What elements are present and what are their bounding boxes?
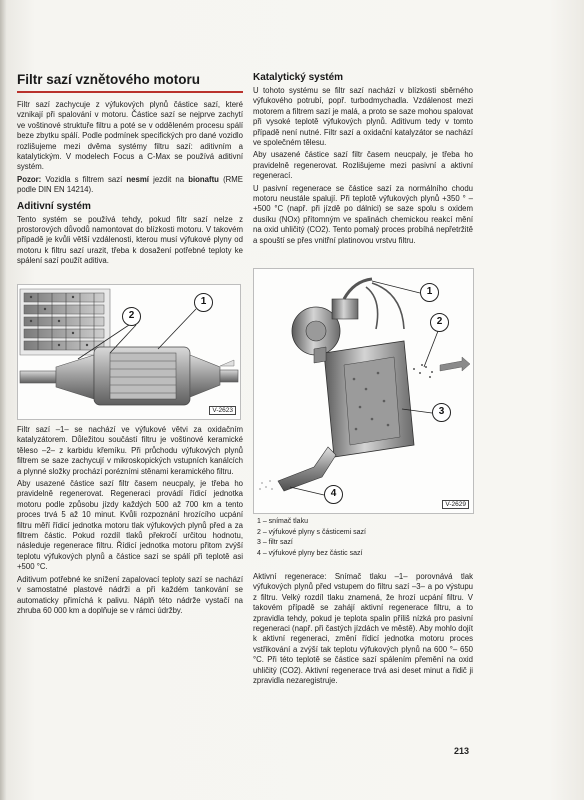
caution-label: Pozor: [17, 174, 42, 184]
additive-paragraph: Aditivum potřebné ke snížení zapalovací teploty sazí se nachází v samostatné plastové nádrži a při každém tankování se automaticky přimíchá k palivu. Náplň této nádrže vystačí na zhruba 60 000 km a doplňuje se v rámci údržby. [17, 574, 243, 615]
caution-text-a: Vozidla s filtrem sazí [41, 174, 127, 184]
clean-gas-dots [259, 480, 273, 490]
legend-item: 4 – výfukové plyny bez částic sazí [257, 549, 363, 557]
callout-4: 4 [324, 485, 343, 504]
filter-description-paragraph: Filtr sazí –1– se nachází ve výfukové větvi za oxidačním katalyzátorem. Důležitou součástí filtru je voštinové keramické těleso –2– z karbidu křemíku. Při průchodu výfukových plynů filtrem se saze zachycují v mikroskopických vstupních kanálcích a plynné složky prochází porézními stěnami keramického filtru. [17, 425, 243, 476]
intro-paragraph: Filtr sazí zachycuje z výfukových plynů částice sazí, které vznikají při spalování v motoru. Částice sazí se nejprve zachytí ve voštinové struktuře filtru a poté se v odděleném procesu spálí beze zbytku spálí. Podle podmínek specifických pro dané vozidlo rozlišujeme mezi dvěma systémy filtru sazí: aditivním a katalytickým. V modelech Focus a C-Max se používá aditivní systém. [17, 100, 243, 172]
figure-code: V-2623 [209, 406, 236, 415]
page-number: 213 [454, 746, 470, 756]
caution-text-b: jezdit na [148, 174, 189, 184]
legend-item: 3 – filtr sazí [257, 539, 293, 546]
gas-arrow-with-soot [413, 357, 470, 378]
page-binding-edge [0, 0, 7, 800]
active-regeneration-paragraph: Aktivní regenerace: Snímač tlaku –1– porovnává tlak výfukových plynů před vstupem do filtru sazí –3– a po výstupu z filtru. Velký rozdíl tlaku znamená, že hrozí ucpání filtru. V takovém případě se zahájí aktivní regenerace filtru, a to zpravidla tehdy, pokud je teplota spalin příliš nízká pro pasivní regeneraci (např. při častých jízdách ve městě). Aby mohlo dojít k aktivní regeneraci, změní řídicí jednotka motoru proces vstřikování a zvýší tak teplotu výfukových plynů na 600 °– 650 °C. Při této teplotě se částice sazí spálením přemění na oxid uhličitý (CO2). Aktivní regenerace trvá asi deset minut a řidič ji zpravidla nezaregistruje. [253, 572, 473, 686]
callout-3: 3 [432, 403, 451, 422]
callout-1: 1 [194, 293, 213, 312]
section-title: Filtr sazí vznětového motoru [17, 72, 243, 93]
caution-paragraph [17, 175, 243, 196]
caution-nesmi: nesmí [126, 174, 149, 184]
filter-canister [314, 341, 414, 457]
right-column-lower [253, 572, 473, 688]
katalyticky-heading: Katalytický systém [253, 72, 344, 83]
turbocharger [292, 279, 372, 355]
figure-aditivni-filter [17, 284, 241, 420]
right-column [253, 72, 473, 248]
regeneration-paragraph: Aby usazené částice sazí filtr časem neucpaly, je třeba ho pravidelně regenerovat. Regeneraci provádí řídicí jednotka motoru podle způsobu jízdy každých 500 až 700 km a tento proces trvá 5 až 10 minut. Kvůli rozpoznání hrozícího ucpání filtru měří řídicí jednotka motoru tlak výfukových plynů před a za filtrem částic. Pokud rozdíl tlaků překročí určitou hodnotu, následuje regenerace filtru. Řídicí jednotka motoru přitom zvýší teplotu výfukových plynů a částice sazí se spálí při teplotě asi +500 °C. [17, 479, 243, 572]
katalyticky-paragraph-3: U pasivní regenerace se částice sazí za normálního chodu motoru neustále spalují. Při teplotě výfukových plynů +350 ° – +500 °C (např. při jízdě po dálnici) se saze spolu s oxidem dusíku (NOx) přítomným ve spalinách chemickou reakcí mění na oxid uhličitý (CO2). Tento pomalý proces probíhá nepřetržitě a spouští se přes vnitřní platinovou vrstvu filtru. [253, 183, 473, 245]
filter-body [20, 347, 238, 405]
callout-2: 2 [430, 313, 449, 332]
aditivni-paragraph: Tento systém se používá tehdy, pokud filtr sazí nelze z prostorových důvodů namontovat do blízkosti motoru. V takovém případě je kvůli větší vzdálenosti, kterou musí výfukové plyny od motoru k filtru sazí urazit, třeba k dosažení potřebné teploty ke spálení sazí použít aditiva. [17, 214, 243, 266]
sensor-hoses [366, 283, 404, 329]
figure-legend [257, 517, 467, 559]
left-column [17, 72, 243, 269]
callout-1: 1 [420, 283, 439, 302]
left-column-lower [17, 425, 243, 618]
katalyticky-paragraph-1: U tohoto systému se filtr sazí nachází v blízkosti sběrného výfukového potrubí, popř. turbodmychadla. Vzdálenost mezi motorem a filtrem sazí je malá, a proto se saze mohou spalovat při vysoké teplotě výfukových plynů. Aditivum tedy v tomto případě není nutné. Filtr sazí a oxidační katalyzátor se nachází ve společném tělesu. [253, 86, 473, 148]
figure-code: V-2629 [442, 500, 469, 509]
katalyticky-paragraph-2: Aby usazené částice sazí filtr časem neucpaly, je třeba ho pravidelně regenerovat. Rozlišujeme mezi pasivní a aktivní regenerací. [253, 150, 473, 181]
legend-item: 1 – snímač tlaku [257, 518, 308, 525]
catalytic-filter-illustration [254, 269, 473, 513]
legend-item: 2 – výfukové plyny s částicemi sazí [257, 528, 366, 536]
caution-text-c: (RME podle DIN EN 14214). [17, 174, 243, 195]
caution-bionafta: bionaftu [188, 174, 219, 184]
figure-katalyticky-filter [253, 268, 474, 514]
aditivni-heading: Aditivní systém [17, 200, 91, 212]
callout-2: 2 [122, 307, 141, 326]
honeycomb-inset [20, 289, 110, 355]
